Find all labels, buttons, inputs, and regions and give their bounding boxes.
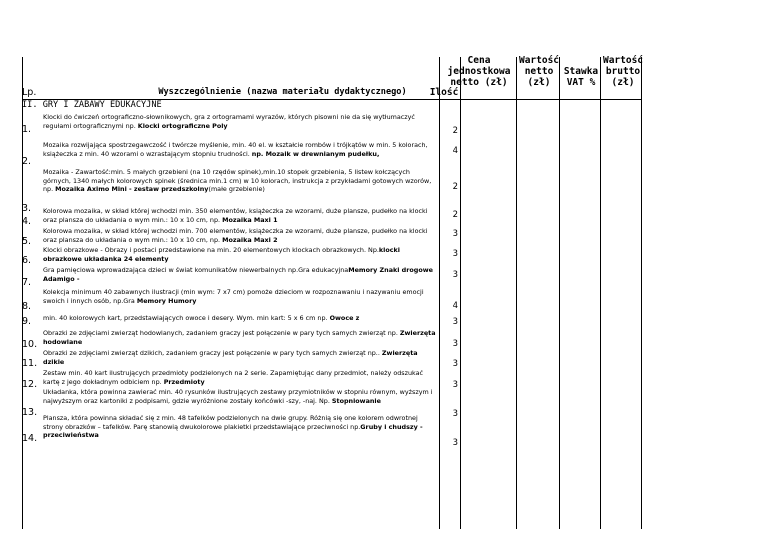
row-description bbox=[43, 388, 437, 414]
description-text: Gra pamięciowa wprowadzająca dzieci w świat komunikatów niewerbalnych np.Gra edukacyjna bbox=[43, 266, 349, 274]
row-description bbox=[43, 414, 437, 439]
row-quantity: 3 bbox=[452, 409, 458, 419]
row-number: 8. bbox=[22, 301, 32, 312]
row-quantity: 3 bbox=[452, 359, 458, 369]
header-quantity: Ilość bbox=[429, 87, 459, 98]
row-description bbox=[43, 227, 437, 246]
description-suffix: (małe grzebienie) bbox=[208, 185, 265, 194]
description-text: Zestaw min. 40 kart ilustrujących przedmioty podzielonych na 2 serie. Zapamiętując dany przedmiot, należy odszukać kartę z jego dokładnym odbiciem np. bbox=[43, 369, 424, 386]
row-quantity: 3 bbox=[452, 317, 458, 327]
description-text: Kolorowa mozaika, w skład której wchodzi min. 700 elementów, książeczka ze wzorami, duże plansze, pudełko na klocki oraz plansza do układania o wym min.: 10 x 10 cm, np. bbox=[43, 227, 428, 244]
header-lp: Lp. bbox=[22, 87, 37, 98]
row-quantity: 2 bbox=[452, 182, 458, 192]
row-number: 10. bbox=[22, 339, 38, 350]
product-name: Klocki ortograficzne Poly bbox=[137, 121, 228, 130]
product-name: klocki obrazkowe układanka 24 elementy bbox=[43, 246, 400, 263]
header-line: Stawka bbox=[563, 66, 599, 77]
row-number: 11. bbox=[22, 358, 38, 369]
row-description bbox=[43, 113, 437, 141]
description-text: Klocki obrazkowe - Obrazy i postaci przedstawione na min. 20 elementowych klockach obrazkowych. Np. bbox=[43, 246, 379, 254]
product-name: Owoce z bbox=[329, 314, 360, 322]
row-quantity: 3 bbox=[452, 229, 458, 239]
header-line: (zł) bbox=[611, 77, 635, 88]
row-number: 4. bbox=[22, 216, 32, 227]
description-text: Kolekcja minimum 40 zabawnych ilustracji (min wym: 7 x7 cm) pomoże dzieciom w rozpoznawaniu i nazywaniu emocji swoich i innych osób, np.Gra bbox=[43, 288, 424, 305]
header-net-value bbox=[517, 55, 561, 99]
grid-line bbox=[460, 57, 461, 529]
row-quantity: 3 bbox=[452, 380, 458, 390]
row-quantity: 4 bbox=[452, 146, 458, 156]
grid-line bbox=[600, 57, 601, 529]
header-vat-rate bbox=[560, 66, 602, 99]
row-quantity: 2 bbox=[452, 126, 458, 136]
row-description bbox=[43, 369, 437, 388]
header-line: jednostkowa bbox=[447, 66, 511, 77]
product-name: Mozaika Aximo Mini - zestaw przedszkolny bbox=[55, 185, 209, 194]
header-line: netto bbox=[524, 66, 554, 77]
header-line: (zł) bbox=[527, 77, 551, 88]
header-line: Wartość bbox=[602, 55, 644, 66]
row-description bbox=[43, 314, 437, 329]
row-description bbox=[43, 349, 437, 369]
row-number: 14. bbox=[22, 433, 38, 444]
description-text: Obrazki ze zdjęciami zwierząt hodowlanych, zadaniem graczy jest połączenie w pary tych samych zwierząt np. bbox=[43, 329, 400, 337]
row-quantity: 4 bbox=[452, 301, 458, 311]
row-description bbox=[43, 329, 437, 349]
row-number: 6. bbox=[22, 255, 32, 266]
row-number: 3. bbox=[22, 203, 32, 214]
description-text: Mozaika rozwijająca spostrzegawczość i twórcze myślenie, min. 40 el. w kształcie rombów i trójkątów w min. 5 kolorach, książeczka z min. 40 wzorami o wzrastającym stopniu trudności. bbox=[43, 141, 428, 158]
section-title: II. GRY I ZABAWY EDUKACYJNE bbox=[22, 100, 162, 110]
row-quantity: 3 bbox=[452, 249, 458, 259]
product-name: Memory Humory bbox=[136, 296, 197, 305]
row-number: 9. bbox=[22, 316, 32, 327]
grid-line bbox=[516, 57, 517, 529]
product-name: Zwierzęta dzikie bbox=[43, 349, 418, 366]
row-quantity: 3 bbox=[452, 438, 458, 448]
description-text: Kolorowa mozaika, w skład której wchodzi min. 350 elementów, książeczka ze wzorami, duże plansze, pudełko na klocki oraz plansza do układania o wym min.: 10 x 10 cm, np. bbox=[43, 207, 428, 224]
product-name: Mozaika Maxi 2 bbox=[222, 235, 278, 244]
header-line: brutto bbox=[605, 66, 641, 77]
row-description bbox=[43, 141, 437, 168]
product-name: Zwierzęta hodowlane bbox=[43, 329, 436, 346]
row-description bbox=[43, 207, 437, 227]
product-name: Mozaika Maxi 1 bbox=[222, 215, 278, 224]
product-name: Gruby i chudszy - przeciwieństwa bbox=[43, 422, 423, 439]
header-unit-price bbox=[440, 55, 518, 99]
row-number: 2. bbox=[22, 156, 32, 167]
description-text: Układanka, która powinna zawierać min. 40 rysunków ilustrujących zestawy przymiotników w stopniu równym, wyższym i najwyższym oraz kartoniki z podpisami, gdzie wyróżnione zostały końcówki -szy, -naj. Np. bbox=[43, 388, 433, 405]
description-text: Klocki do ćwiczeń ortograficzno-słownikowych, gra z ortogramami wyrazów, których pisowni nie da się wytłumaczyć regułami ortograficznymi np. bbox=[43, 113, 415, 130]
header-line: Cena bbox=[467, 55, 491, 66]
header-line: Wartość bbox=[518, 55, 560, 66]
product-name: Memory Znaki drogowe Adamigo - bbox=[43, 266, 433, 283]
product-name: np. Mozaik w drewnianym pudełku, bbox=[251, 149, 380, 158]
header-line: VAT % bbox=[566, 77, 596, 88]
product-name: Stopniowanie bbox=[331, 396, 381, 405]
row-number: 1. bbox=[22, 124, 32, 135]
row-quantity: 3 bbox=[452, 270, 458, 280]
description-text: Mozaika - Zawartość:min. 5 małych grzebieni (na 10 rzędów spinek),min.10 stopek grzebienia, 5 listew kołczących górnych, 1340 małych kolorowych spinek (średnica min.1 cm) w 10 kolorach, instrukcja z przykładami gotowych wzorów, np. bbox=[43, 168, 432, 194]
description-text: min. 40 kolorowych kart, przedstawiających owoce i desery. Wym. min kart: 5 x 6 cm np. bbox=[43, 314, 330, 322]
row-description bbox=[43, 266, 437, 288]
row-number: 13. bbox=[22, 407, 38, 418]
row-number: 12. bbox=[22, 379, 38, 390]
header-description: Wyszczególnienie (nazwa materiału dydaktycznego) bbox=[158, 87, 407, 97]
row-description bbox=[43, 246, 437, 266]
header-line: netto (zł) bbox=[450, 77, 508, 88]
row-quantity: 3 bbox=[452, 339, 458, 349]
row-description bbox=[43, 288, 437, 314]
header-gross-value bbox=[601, 55, 645, 99]
grid-line bbox=[559, 57, 560, 529]
row-quantity: 2 bbox=[452, 210, 458, 220]
grid-line bbox=[641, 57, 642, 529]
product-name: Przedmioty bbox=[163, 377, 205, 386]
description-text: Plansza, która powinna składać się z min. 48 tafelków podzielonych na dwie grupy. Różnią się one kolorem odwrotnej strony obrazków – tafelków. Parę stanowią dwukolorowe plakietki przedstawiające przeciwności np. bbox=[43, 414, 418, 431]
description-text: Obrazki ze zdjęciami zwierząt dzikich, zadaniem graczy jest połączenie w pary tych samych zwierząt np.. bbox=[43, 349, 382, 357]
row-number: 7. bbox=[22, 277, 32, 288]
row-number: 5. bbox=[22, 236, 32, 247]
